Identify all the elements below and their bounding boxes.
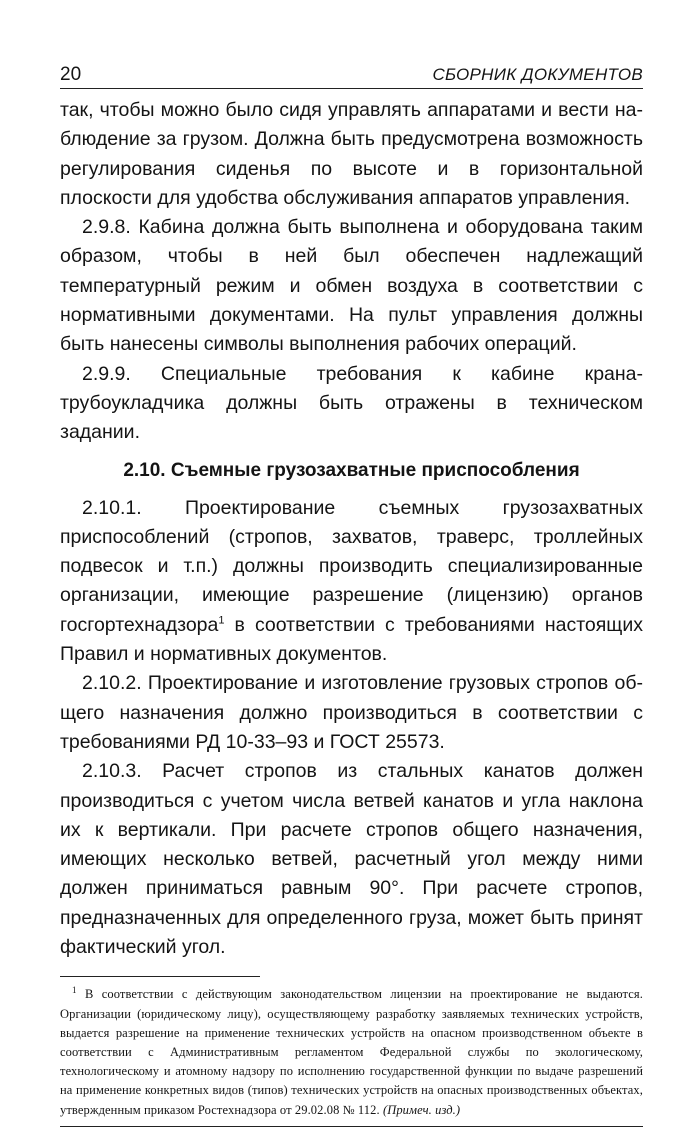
document-page: [60, 58, 643, 1127]
page-number: 20: [60, 64, 82, 85]
paragraph-2-10-1-text: 2.10.1. Проектирование съемных грузозахватных приспособлений (стропов, захватов, траверс, троллейных подвесок и т.п.) должны производить специализированные организации, имеющие разрешение (лицензию) органов госгортехнадзора: [60, 496, 643, 636]
page-header: [60, 58, 643, 89]
paragraph-2-10-1: [60, 494, 643, 670]
body-text: [60, 96, 643, 962]
paragraph-2-10-2: 2.10.2. Проектирование и изготовление грузовых стропов общего назначения должно производиться в соответствии с требованиями РД 10-33–93 и ГОСТ 25573.: [60, 672, 643, 753]
paragraph-2-9-9: 2.9.9. Специальные требования к кабине крана-трубоукладчика должны быть отражены в техническом задании.: [60, 362, 643, 444]
paragraph-2-9-8: 2.9.8. Кабина должна быть выполнена и оборудована таким образом, чтобы в ней был обеспечен надлежащий температурный режим и обмен воздуха в соответствии с нормативными документами. На пульт управления должны быть нанесены символы выполнения рабочих операций.: [60, 216, 643, 356]
footnote-text: В соответствии с действующим законодательством лицензии на проектирование не выдаются. Организации (юридическому лицу), осуществляющему разработку заявляемых технических устройств, выдается разрешение на применение технических устройств на опасном производственном объекте в соответствии с Административным регламентом Федеральной службы по экологическому, технологическому и атомному надзору по исполнению государственной функции по выдаче разрешений на применение конкретных видов (типов) технических устройств на опасных производственных объектах, утвержденным приказом Ростехнадзора от 29.02.08 № 112.: [60, 987, 643, 1117]
footnote-reference: 1: [218, 614, 225, 627]
footnote: [60, 985, 643, 1119]
section-heading: 2.10. Съемные грузозахватные приспособления: [123, 459, 580, 481]
running-title: СБОРНИК ДОКУМЕНТОВ: [432, 65, 643, 84]
footnote-divider: [60, 976, 260, 977]
paragraph-continuation: так, чтобы можно было сидя управлять аппаратами и вести наблюдение за грузом. Должна быть предусмотрена возможность регулирования сиденья по высоте и в горизонтальной плоскости для удобства обслуживания аппаратов управления.: [60, 99, 643, 209]
footnote-mark: 1: [72, 985, 77, 996]
editor-note: (Примеч. изд.): [382, 1102, 461, 1117]
paragraph-2-10-3: 2.10.3. Расчет стропов из стальных канатов должен производиться с учетом числа ветвей канатов и угла наклона их к вертикали. При расчете стропов общего назначения, имеющих несколько ветвей, расчетный угол между ними должен приниматься равным 90°. При расчете стропов, предназначенных для определенного груза, может быть принят фактический угол.: [60, 760, 643, 959]
paragraph-2-10-1-text-end: в соответствии с требованиями настоящих Правил и нормативных документов.: [60, 613, 643, 666]
